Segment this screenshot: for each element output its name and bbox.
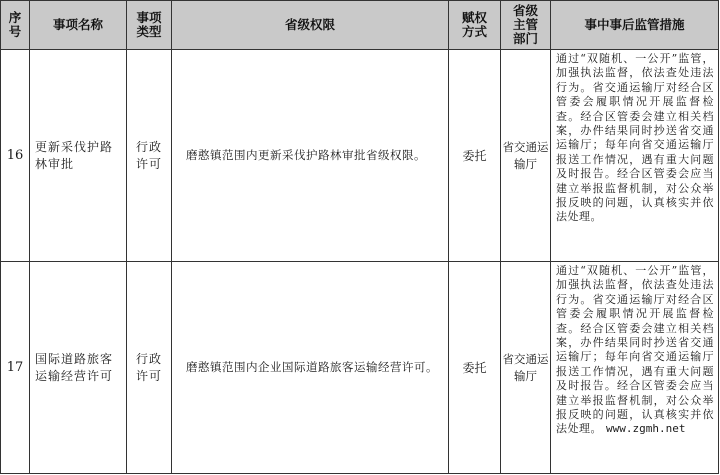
row-type: 行政许可 [127, 262, 172, 474]
header-no: 序号 [1, 1, 30, 50]
row-measures: 通过“双随机、一公开”监管，加强执法监督，依法查处违法行为。省交通运输厅对经合区管委会履职情况开展监督检查。经合区管委会建立相关档案，办件结果同时抄送省交通运输厅；每年向省交通运输厅报送工作情况，遇有重大问题及时报告。经合区管委会应当建立举报监督机制，对公众举报反映的问题，认真核实并依法处理。 [551, 50, 719, 262]
row-no: 17 [1, 262, 30, 474]
row-dept: 省交通运输厅 [501, 50, 551, 262]
header-type: 事项类型 [127, 1, 172, 50]
row-mode: 委托 [449, 262, 501, 474]
row-no: 16 [1, 50, 30, 262]
header-mode: 赋权方式 [449, 1, 501, 50]
header-measures: 事中事后监管措施 [551, 1, 719, 50]
watermark: www.zgmh.net [606, 422, 686, 436]
row-authority: 磨憨镇范围内企业国际道路旅客运输经营许可。 [172, 262, 449, 474]
row-measures [551, 262, 719, 474]
table-header-row [1, 1, 719, 50]
header-dept: 省级主管部门 [501, 1, 551, 50]
table-row [1, 262, 719, 474]
row-authority: 磨憨镇范围内更新采伐护路林审批省级权限。 [172, 50, 449, 262]
measures-text: 通过“双随机、一公开”监管，加强执法监督，依法查处违法行为。省交通运输厅对经合区管委会履职情况开展监督检查。经合区管委会建立相关档案，办件结果同时抄送省交通运输厅；每年向省交通运输厅报送工作情况，遇有重大问题及时报告。经合区管委会应当建立举报监督机制，对公众举报反映的问题，认真核实并依法处理。 [556, 264, 714, 436]
table-row [1, 50, 719, 262]
row-name: 国际道路旅客运输经营许可 [30, 262, 127, 474]
row-name: 更新采伐护路林审批 [30, 50, 127, 262]
row-dept: 省交通运输厅 [501, 262, 551, 474]
header-authority: 省级权限 [172, 1, 449, 50]
header-name: 事项名称 [30, 1, 127, 50]
row-type: 行政许可 [127, 50, 172, 262]
row-mode: 委托 [449, 50, 501, 262]
